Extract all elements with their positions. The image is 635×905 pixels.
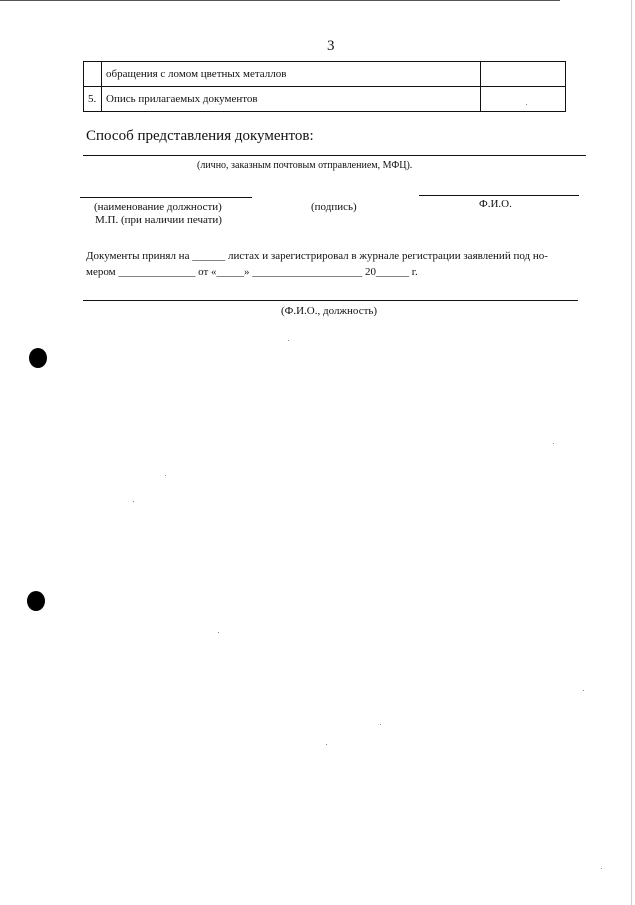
- seal-caption: М.П. (при наличии печати): [95, 214, 222, 226]
- scan-speck: [218, 632, 219, 633]
- row-number: [84, 62, 102, 87]
- position-caption: (наименование должности): [94, 201, 222, 213]
- page-right-edge: [631, 0, 632, 905]
- fio-line: [419, 195, 579, 196]
- document-name: Опись прилагаемых документов: [102, 87, 481, 112]
- scan-speck: [583, 690, 584, 691]
- scan-speck: [133, 501, 134, 502]
- fio-caption: Ф.И.О.: [479, 198, 512, 210]
- acceptance-line-2: мером ______________ от «_____» ____________________ 20______ г.: [86, 266, 418, 278]
- scan-speck: [553, 443, 554, 444]
- acceptance-line-1: Документы принял на ______ листах и зарегистрировал в журнале регистрации заявлений под но-: [86, 250, 548, 262]
- documents-table: [83, 61, 566, 112]
- scan-speck: [380, 724, 381, 725]
- position-line: [80, 197, 252, 198]
- punch-hole-mark: [29, 348, 47, 368]
- table-row: [84, 87, 566, 112]
- punch-hole-mark: [27, 591, 45, 611]
- scan-speck: [326, 744, 327, 745]
- scan-speck: [288, 340, 289, 341]
- submission-method-caption: (лично, заказным почтовым отправлением, МФЦ).: [197, 160, 413, 171]
- scan-speck: [601, 868, 602, 869]
- document-mark: [481, 87, 566, 112]
- scan-speck: [526, 104, 527, 105]
- page-top-border: [0, 0, 560, 1]
- signature-caption: (подпись): [311, 201, 357, 213]
- accepted-by-line: [83, 300, 578, 301]
- table-row: [84, 62, 566, 87]
- accepted-by-caption: (Ф.И.О., должность): [281, 305, 378, 317]
- document-name: обращения с ломом цветных металлов: [102, 62, 481, 87]
- submission-method-line: [83, 155, 586, 156]
- page-number: 3: [327, 38, 335, 54]
- document-mark: [481, 62, 566, 87]
- row-number: 5.: [84, 87, 102, 112]
- submission-heading: Способ представления документов:: [86, 128, 314, 144]
- scan-speck: [165, 475, 166, 476]
